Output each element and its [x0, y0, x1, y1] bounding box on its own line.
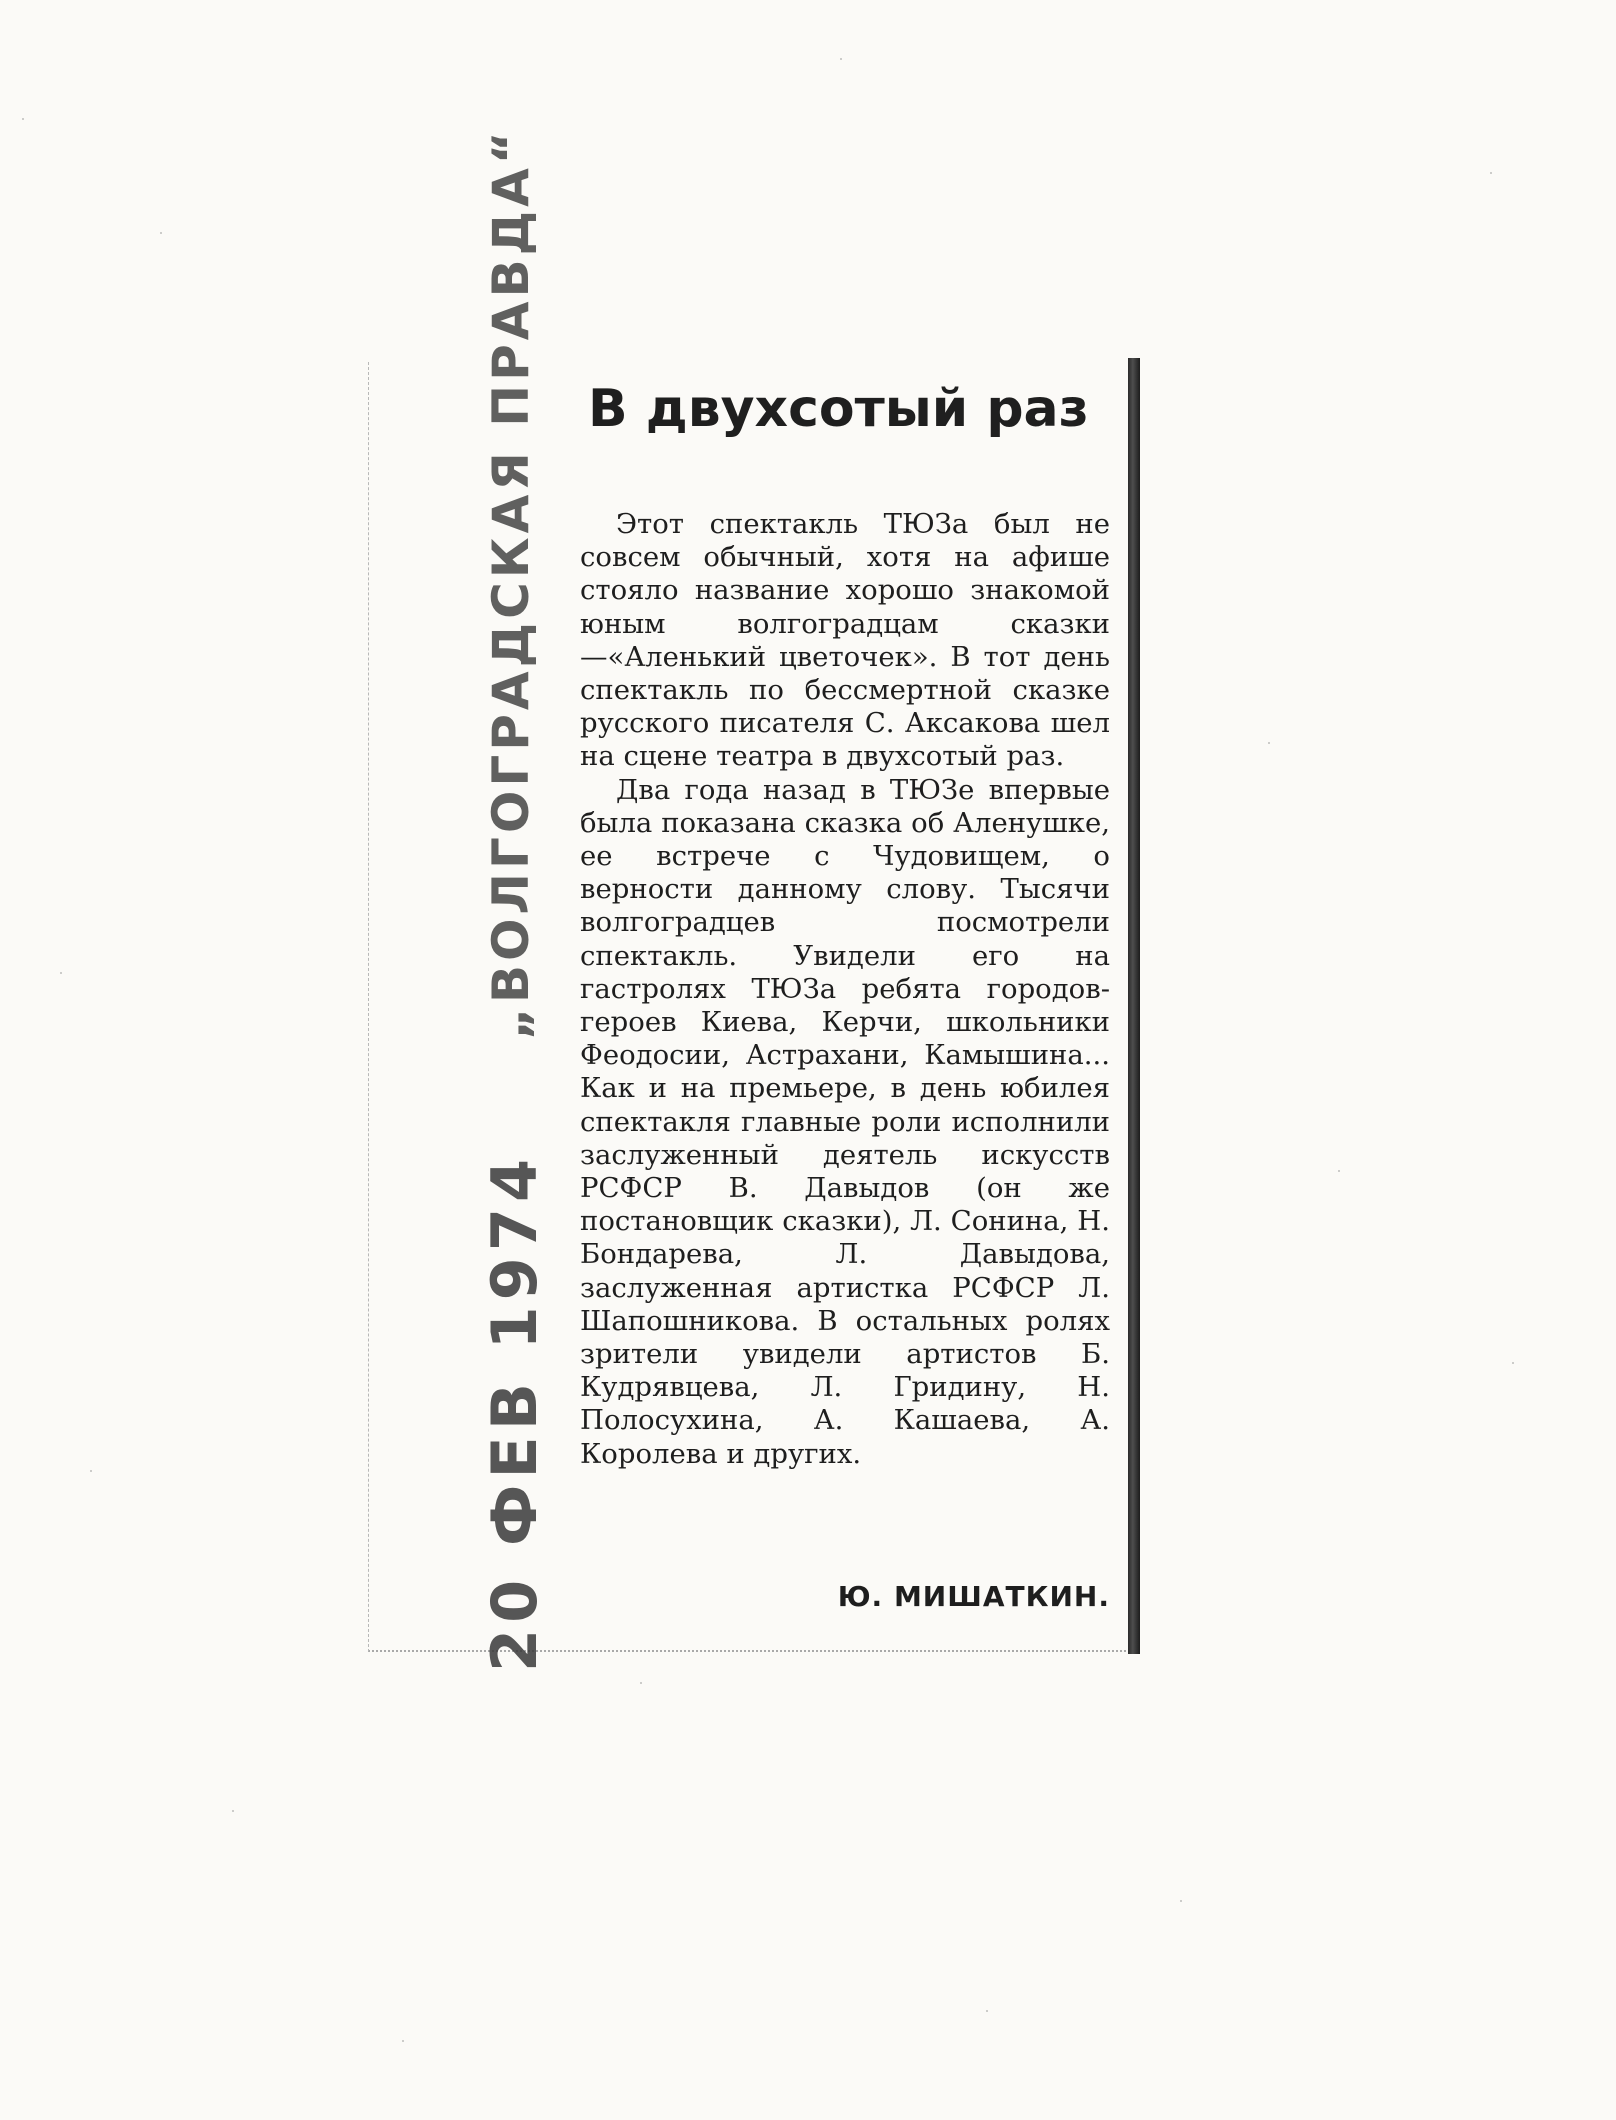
clipping-right-rule — [1128, 358, 1140, 1654]
scan-speck — [402, 2040, 404, 2042]
scan-speck — [232, 1810, 234, 1812]
scan-speck — [22, 118, 24, 120]
scan-speck — [640, 1682, 642, 1684]
scan-speck — [1180, 1900, 1182, 1902]
article-paragraph: Этот спектакль ТЮЗа был не совсем обычный, хотя на афише стояло название хорошо знакомой юным волгоградцам сказки—«Аленький цветочек». В тот день спектакль по бессмертной сказке русского писателя С. Аксакова шел на сцене театра в двухсотый раз. — [580, 508, 1110, 773]
scan-speck — [1512, 1362, 1514, 1364]
scan-speck — [60, 972, 62, 974]
date-stamp: 20 ФЕВ 1974 — [478, 1152, 551, 1672]
scan-speck — [1268, 742, 1270, 744]
scan-speck — [90, 1470, 92, 1472]
scan-speck — [1338, 1170, 1340, 1172]
newspaper-source-stamp: „ВОЛГОГРАДСКАЯ ПРАВДА“ — [482, 127, 540, 1040]
article-headline: В двухсотый раз — [588, 379, 1089, 439]
article-paragraph: Два года назад в ТЮЗе впервые была показана сказка об Аленушке, ее встрече с Чудовищем, о верности данному слову. Тысячи волгоградцев посмотрели спектакль. Увидели его на гастролях ТЮЗа ребята городов-героев Киева, Керчи, школьники Феодосии, Астрахани, Камышина... Как и на премьере, в день юбилея спектакля главные роли исполнили заслуженный деятель искусств РСФСР В. Давыдов (он же постановщик сказки), Л. Сонина, Н. Бондарева, Л. Давыдова, заслуженная артистка РСФСР Л. Шапошникова. В остальных ролях зрители увидели артистов Б. Кудрявцева, Л. Гридину, Н. Полосухина, А. Кашаева, А. Королева и других. — [580, 773, 1110, 1470]
scan-speck — [160, 232, 162, 234]
scan-speck — [840, 58, 842, 60]
scan-speck — [986, 2010, 988, 2012]
article-body — [580, 508, 1110, 1471]
scan-speck — [1490, 172, 1492, 174]
article-byline: Ю. МИШАТКИН. — [837, 1580, 1110, 1613]
